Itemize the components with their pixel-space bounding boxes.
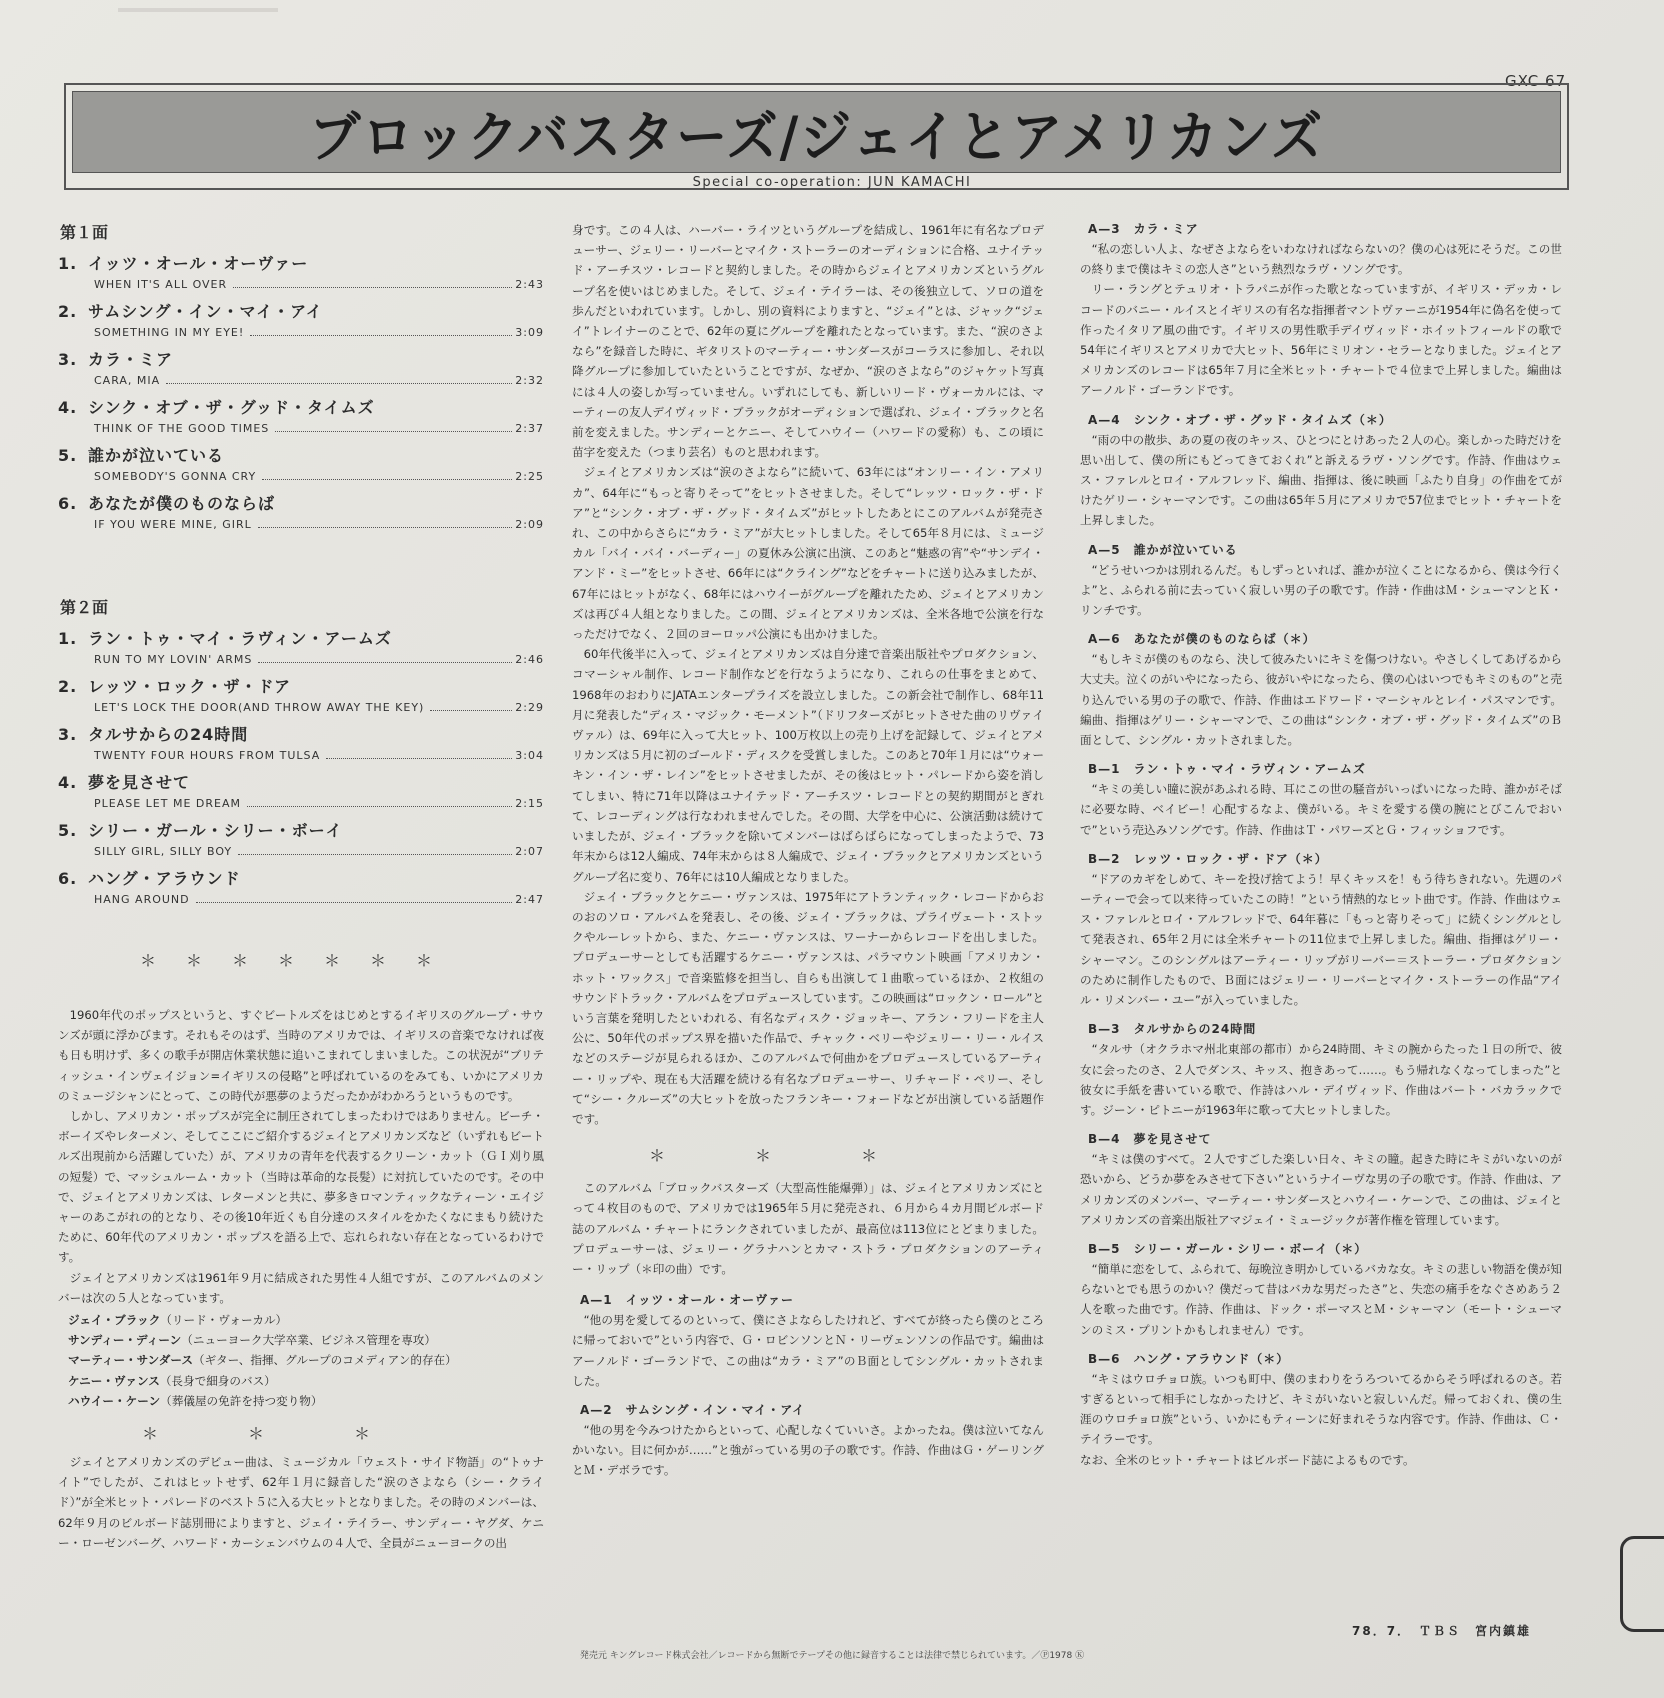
track-note-text: “簡単に恋をして、ふられて、毎晩泣き明かしているバカな女。キミの悲しい物語を僕が知らないとでも思うのかい？僕だって昔はバカな男だったさ”と、失恋の痛手をなぐさめあう２人を歌った曲です。作詩、作曲は、ドック・ポーマスとＭ・シャーマン（モート・シューマンのミス・プリントかもしれません）です。 [1080, 1261, 1562, 1337]
track-note-text: “他の男を愛してるのといって、僕にさよならしたけれど、すべてが終ったら僕のところに帰っておいで”という内容で、Ｇ・ロビンソンとＮ・リーヴェンソンの作品です。編曲はアーノルド・ゴーランドで、この曲は“カラ・ミア”のＢ面としてシングル・カットされました。 [572, 1313, 1044, 1388]
track-item [58, 722, 544, 762]
track-item [58, 347, 544, 387]
body-paragraph: ジェイとアメリカンズのデビュー曲は、ミュージカル「ウェスト・サイド物語」の“トゥナイト”でしたが、これはヒットせず、62年１月に録音した“涙のさよなら（シー・クライド）”が全米ヒット・パレードのベスト５に入る大ヒットとなりました。その時のメンバーは、62年９月のビルボード誌別冊によりますと、ジェイ・テイラー、サンディー・ヤグダ、ケニー・ローゼンバーグ、ハワード・カーシェンバウムの４人で、全員がニューヨークの出 [58, 1455, 544, 1550]
member-name: ハウイー・ケーン [68, 1393, 161, 1408]
member-role: （ギター、指揮、グループのコメディアン的存在） [192, 1353, 457, 1368]
track-note-text: リー・ラングとテュリオ・トラパニが作った歌となっていますが、イギリス・デッカ・レコードのバニー・ルイスとイギリスの有名な指揮者マントヴァーニが1954年に偽名を使って作ったイタリア風の曲です。イギリスの男性歌手デイヴィッド・ホイットフィールドの歌で54年にイギリスとアメリカで大ヒット、56年にミリオン・セラーとなりました。ジェイとアメリカンズのレコードは65年７月に全米ヒット・チャートで４位まで上昇しました。編曲はアーノルド・ゴーランドです。 [1080, 282, 1562, 398]
track-title-en: SOMEBODY'S GONNA CRY [94, 470, 257, 483]
track-item [58, 299, 544, 339]
track-time: 2:09 [515, 518, 544, 531]
body-paragraph: ジェイとアメリカンズは“涙のさよなら”に続いて、63年には“オンリー・イン・アメリカ”、64年に“もっと寄りそって”をヒットさせました。そして“レッツ・ロック・ザ・ドア”と“シンク・オブ・ザ・グッド・タイムズ”がヒットしたあとにこのアルバムが発売され、この中からさらに“カラ・ミア”が大ヒットしました。そして65年８月には、ミュージカル「バイ・バイ・バーディー」の夏休み公演に出演、このあと“魅惑の宵”や“サンデイ・アンド・ミー”をヒットさせ、66年には“クライング”などをチャートに送り込みましたが、67年にはヒットがなく、68年にはハウイーがグループを離れたため、ジェイとアメリカンズは再び４人組となりました。この間、ジェイとアメリカンズは、全米各地で公演を行なっただけでなく、２回のヨーロッパ公演にも出かけました。 [572, 465, 1044, 642]
member-role: （葬儀屋の免許を持つ変り物） [160, 1393, 323, 1408]
track-note-text: “タルサ（オクラホマ州北東部の都市）から24時間、キミの腕からたった１日の所で、彼女に会ったのさ、２人でダンス、キッス、抱きあって……。もう帰れなくなってしまった”と彼女に手紙を書いている歌で、作詩はハル・デイヴィッド、作曲はバート・バカラックです。ジーン・ピトニーが1963年に歌って大ヒットしました。 [1080, 1042, 1562, 1117]
track-title-en: HANG AROUND [94, 893, 190, 906]
body-paragraph: このアルバム「ブロックバスターズ（大型高性能爆弾）」は、ジェイとアメリカンズにとって４枚目のもので、アメリカでは1965年５月に発売され、６月から４カ月間ビルボード誌のアルバム・チャートにランクされていましたが、最高位は113位にとどまりました。プロデューサーは、ジェリー・グラナハンとカマ・ストラ・プロダクションのアーティー・リップ（＊印の曲）です。 [572, 1181, 1044, 1276]
side1-tracklist [58, 251, 544, 531]
track-note-heading: B—5 シリー・ガール・シリー・ボーイ（＊） [1088, 1241, 1368, 1256]
track-note-heading: B—4 夢を見させて [1088, 1132, 1212, 1147]
track-number: 1. [58, 254, 78, 273]
leader-dots [258, 527, 513, 528]
member-item [58, 1350, 544, 1370]
track-number: 5. [58, 446, 78, 465]
track-time: 2:32 [515, 374, 544, 387]
track-title-ja: サムシング・イン・マイ・アイ [88, 302, 323, 321]
side2-heading: 第２面 [60, 598, 109, 617]
track-note-heading: B—2 レッツ・ロック・ザ・ドア（＊） [1088, 851, 1328, 866]
track-note-heading: A—2 サムシング・イン・マイ・アイ [580, 1402, 806, 1417]
album-title: ブロックバスターズ/ジェイとアメリカンズ [309, 104, 1324, 169]
member-name: サンディー・ディーン [68, 1333, 182, 1348]
track-item [58, 491, 544, 531]
track-note-heading: A—5 誰かが泣いている [1088, 542, 1238, 557]
body-paragraph: 1960年代のポップスというと、すぐビートルズをはじめとするイギリスのグループ・サウンズが頭に浮かびます。それもそのはず、当時のアメリカでは、イギリスの音楽でなければ夜も日も明けず、多くの歌手が開店休業状態に追いこまれてしまいました。この状況が“ブリティッシュ・インヴェイジョン=イギリスの侵略”と呼ばれているのをみても、いかにアメリカのミュージシャンにとって、この時代が悪夢のようだったかがわかろうというものです。 [58, 1008, 544, 1103]
body-paragraph: 60年代後半に入って、ジェイとアメリカンズは自分達で音楽出版社やプロダクション、コマーシャル制作、レコード制作などを行なうようになり、これらの仕事をまとめて、1968年のおわりにJATAエンタープライズを設立しました。この新会社で制作し、68年11月に発表した“ディス・マジック・モーメント”（ドリフターズがヒットさせた曲のリヴァイヴァル）は、69年に入って大ヒット、100万枚以上の売り上げを記録して、ジェイとアメリカンズは５月に初のゴールド・ディスクを受賞しました。このあと70年１月には“ウォーキン・イン・ザ・レイン”をヒットさせましたが、その後はヒット・パレードから姿を消してしまい、特に71年以降はユナイテッド・アーチスツ・レコードとの契約期間がとぎれて、レコーディングは行なわれませんでした。その間、大学を中心に、公演活動は続けていましたが、ジェイ・ブラックを除いてメンバーはばらばらになってしまったようで、73年末からは12人編成、74年末からは８人編成で、ジェイ・ブラックとアメリカンズというグループ名に変り、76年には10人編成となりました。 [572, 647, 1044, 884]
track-title-ja: ラン・トゥ・マイ・ラヴィン・アームズ [88, 629, 392, 648]
track-number: 5. [58, 821, 78, 840]
track-title-ja: シリー・ガール・シリー・ボーイ [88, 821, 343, 840]
member-name: ジェイ・ブラック [68, 1313, 161, 1328]
body-paragraph: ジェイとアメリカンズは1961年９月に結成された男性４人組ですが、このアルバムのメンバーは次の５人となっています。 [58, 1270, 544, 1305]
leader-dots [326, 758, 512, 759]
track-title-ja: イッツ・オール・オーヴァー [88, 254, 309, 273]
title-banner [72, 91, 1561, 173]
section-divider-stars: ＊＊＊＊＊＊＊ [139, 951, 462, 970]
side2-tracklist [58, 626, 544, 906]
track-note-text: なお、全米のヒット・チャートはビルボード誌によるものです。 [1080, 1452, 1415, 1467]
track-note-text: “キミの美しい瞳に涙があふれる時、耳にこの世の騒音がいっぱいになった時、誰かがそばに必要な時、ベイビー！心配するなよ、僕がいる。キミを愛する僕の腕にとびこんでおいで”という売込みソングです。作詩、作曲はＴ・パワーズとＧ・フィッショフです。 [1080, 782, 1562, 837]
body-paragraph: 身です。この４人は、ハーバー・ライツというグループを結成し、1961年に有名なプロデューサー、ジェリー・リーバーとマイク・ストーラーのオーディションに合格、ユナイテッド・アーチスツ・レコードと契約しました。その時からジェイとアメリカンズというグループ名を使いはじめました。そして、ジェイ・テイラーは、その後独立して、ソロの道を歩んだといわれています。しかし、別の資料によりますと、“ジェイ”とは、ジャック“ジェイ”トレイナーのことで、62年の夏にグループを離れたとなっています。また、“涙のさよなら”を録音した時に、ギタリストのマーティー・サンダースがコーラスに参加し、それ以降グループに参加していたということですが、なぜか、“涙のさよなら”のジャケット写真には４人の姿しか写っていません。いずれにしても、新しいリード・ヴォーカルには、マーティーの友人デイヴィッド・ブラックがオーディションで選ばれ、ジェイ・ブラックと名前を変えました。サンディーとケニー、そしてハウイー（ハワードの愛称）も、この頃に苗字を変えた（つまり芸名）ものと思われます。 [572, 223, 1044, 460]
track-title-en: CARA, MIA [94, 374, 161, 387]
leader-dots [196, 902, 513, 903]
track-time: 3:04 [515, 749, 544, 762]
track-item [58, 674, 544, 714]
member-item [58, 1391, 544, 1411]
track-time: 3:09 [515, 326, 544, 339]
track-time: 2:25 [515, 470, 544, 483]
body-paragraph: ジェイ・ブラックとケニー・ヴァンスは、1975年にアトランティック・レコードからおのおのソロ・アルバムを発表し、その後、ジェイ・ブラックは、プライヴェート・ストックやルーレットから、また、ケニー・ヴァンスは、ワーナーからレコードを出しました。プロデューサーとしても活躍するケニー・ヴァンスは、パラマウント映画「アメリカン・ホット・ワックス」で音楽監修を担当し、自らも出演して１曲歌っているほか、２枚組のサウンドトラック・アルバムをプロデュースしています。この映画は“ロックン・ロール”という言葉を発明したといわれる、有名なディスク・ジョッキー、アラン・フリードを主人公に、50年代のポップス界を描いた作品で、チャック・ベリーやジェリー・リー・ルイスなどのステージが見られるほか、このアルバムで何曲かをプロデュースしているアーティー・リップや、現在も大活躍を続ける有名なプロデューサー、リチャード・ペリー、そして“シー・クルーズ”の大ヒットを放ったフランキー・フォードなどが出演している話題作です。 [572, 889, 1044, 1126]
track-note-text: “キミは僕のすべて。２人ですごした楽しい日々、キミの瞳。起きた時にキミがいないのが恐いから、どうか夢をみさせて下さい”というナイーヴな男の子の歌です。作詩、作曲は、アメリカンズのメンバー、マーティー・サンダースとハウイー・ケーンで、この曲は、ジェイとアメリカンズの音楽出版社アマジェイ・ミュージックが著作権を管理しています。 [1080, 1152, 1562, 1227]
track-time: 2:15 [515, 797, 544, 810]
track-note-heading: A—3 カラ・ミア [1088, 222, 1199, 236]
track-note-text: “雨の中の散歩、あの夏の夜のキッス、ひとつにとけあった２人の心。楽しかった時だけを思い出して、僕の所にもどってきておくれ”と訴えるラヴ・ソングです。作詩、作曲はウェス・ファレルとロイ・アルフレッド、編曲、指揮は、後に映画「ふたり自身」の作曲をてがけたゲリー・シャーマンです。この曲は65年５月にアメリカで57位までヒット・チャートを上昇しました。 [1080, 432, 1562, 528]
track-item [58, 395, 544, 435]
track-number: 2. [58, 677, 78, 696]
leader-dots [258, 662, 512, 663]
track-note-heading: A—6 あなたが僕のものならば（＊） [1088, 632, 1316, 647]
track-title-en: THINK OF THE GOOD TIMES [94, 422, 270, 435]
track-title-ja: タルサからの24時間 [88, 725, 249, 744]
top-edge-mark [118, 8, 278, 26]
member-role: （ニューヨーク大学卒業、ビジネス管理を専攻） [181, 1333, 436, 1348]
track-number: 3. [58, 350, 78, 369]
side1-heading: 第１面 [60, 223, 109, 242]
track-title-ja: カラ・ミア [88, 350, 174, 369]
leader-dots [247, 806, 512, 807]
member-name: ケニー・ヴァンス [68, 1373, 160, 1388]
member-role: （リード・ヴォーカル） [160, 1313, 288, 1328]
cooperation-credit: Special co-operation: JUN KAMACHI [692, 175, 972, 190]
track-number: 6. [58, 494, 78, 513]
leader-dots [275, 431, 512, 432]
track-title-ja: 夢を見させて [88, 773, 191, 792]
track-title-ja: シンク・オブ・ザ・グッド・タイムズ [88, 398, 375, 417]
track-number: 4. [58, 773, 78, 792]
member-item [58, 1371, 544, 1391]
leader-dots [166, 383, 512, 384]
track-number: 1. [58, 629, 78, 648]
member-list [58, 1310, 544, 1411]
track-number: 4. [58, 398, 78, 417]
track-item [58, 626, 544, 666]
track-item [58, 866, 544, 906]
track-title-en: IF YOU WERE MINE, GIRL [94, 518, 252, 531]
track-time: 2:47 [515, 893, 544, 906]
track-item [58, 818, 544, 858]
track-title-ja: あなたが僕のものならば [88, 494, 276, 513]
leader-dots [262, 479, 512, 480]
catalog-number: GXC 67 [1505, 72, 1567, 90]
track-number: 3. [58, 725, 78, 744]
track-title-en: WHEN IT'S ALL OVER [94, 278, 228, 291]
member-role: （長身で細身のバス） [159, 1373, 276, 1388]
track-note-text: “私の恋しい人よ、なぜさよならをいわなければならないの？僕の心は死にそうだ。この世の終りまで僕はキミの恋人さ”という熱烈なラヴ・ソングです。 [1080, 242, 1562, 277]
track-time: 2:37 [515, 422, 544, 435]
track-note-heading: A—1 イッツ・オール・オーヴァー [580, 1293, 795, 1308]
left-column [58, 220, 544, 1553]
track-note-heading: B—3 タルサからの24時間 [1088, 1022, 1257, 1037]
track-number: 6. [58, 869, 78, 888]
member-item [58, 1330, 544, 1350]
track-number: 2. [58, 302, 78, 321]
track-time: 2:43 [515, 278, 544, 291]
track-note-text: “どうせいつかは別れるんだ。もしずっといれば、誰かが泣くことになるから、僕は今行くよ”と、ふられる前に去っていく寂しい男の子の歌です。作詩・作曲はＭ・シューマンとＫ・リンチです。 [1080, 562, 1562, 618]
middle-column [572, 220, 1044, 1481]
track-title-en: SOMETHING IN MY EYE! [94, 326, 245, 339]
leader-dots [250, 335, 512, 336]
track-note-text: “他の男を今みつけたからといって、心配しなくていいさ。よかったね。僕は泣いてなんかいない。目に何かが……”と強がっている男の子の歌です。作詩、作曲はＧ・ゲーリングとＭ・デボラです。 [572, 1422, 1044, 1478]
track-note-heading: B—6 ハング・アラウンド（＊） [1088, 1351, 1290, 1366]
track-item [58, 443, 544, 483]
track-title-en: SILLY GIRL, SILLY BOY [94, 845, 233, 858]
track-note-text: “キミはウロチョロ族。いつも町中、僕のまわりをうろついてるからそう呼ばれるのさ。若すぎるといって相手にしなかったけど、キミがいないと寂しいんだ。帰っておくれ、僕の生涯のウロチョロ族”という、いかにもティーンに好まれそうな内容です。作詩、作曲は、Ｃ・テイラーです。 [1080, 1371, 1562, 1447]
section-divider-stars: ＊＊＊ [141, 1424, 460, 1444]
member-name: マーティー・サンダース [68, 1353, 193, 1368]
track-title-ja: レッツ・ロック・ザ・ドア [88, 677, 292, 696]
leader-dots [238, 854, 512, 855]
leader-dots [233, 287, 512, 288]
track-time: 2:29 [515, 701, 544, 714]
track-time: 2:46 [515, 653, 544, 666]
track-title-ja: 誰かが泣いている [88, 446, 225, 465]
section-divider-stars: ＊＊＊ [648, 1146, 967, 1166]
leader-dots [430, 710, 512, 711]
track-title-en: LET'S LOCK THE DOOR(AND THROW AWAY THE KEY) [94, 701, 425, 714]
track-item [58, 251, 544, 291]
track-time: 2:07 [515, 845, 544, 858]
edge-bracket-mark [1620, 1536, 1664, 1632]
track-title-en: RUN TO MY LOVIN' ARMS [94, 653, 253, 666]
track-note-text: “ドアのカギをしめて、キーを投げ捨てよう！早くキッスを！もう待ちきれない。先週のパーティーで会って以来待っていたこの時！”という情熱的なヒット曲です。作詩、作曲はウェス・ファレルとロイ・アルフレッドで、64年暮に「もっと寄りそって」に続くシングルとして発表され、65年２月には全米チャートの11位まで上昇しました。編曲、指揮はゲリー・シャーマン。このシングルはアーティー・リップがリーバー＝ストーラー・プロダクションのために制作したもので、Ｂ面にはジェリー・リーバーとマイク・ストーラーの作品“アイル・リメンバー・ユー”が入っていました。 [1080, 871, 1562, 1008]
body-paragraph: しかし、アメリカン・ポップスが完全に制圧されてしまったわけではありません。ビーチ・ボーイズやレターメン、そしてここにご紹介するジェイとアメリカンズなど（いずれもビートルズ出現前から活躍していた）が、アメリカの青年を代表するクリーン・カット（ＧＩ刈り風の短髪）で、マッシュルーム・カット（当時は革命的な長髪）に対抗していたのです。その中で、ジェイとアメリカンズは、レターメンと共に、夢多きロマンティックなティーン・エイジャーのあこがれの的となり、その後10年近くも自分達のスタイルをかたくなにまもり続けたために、60年代のアメリカン・ポップスを語る上で、忘れられない存在となっているわけです。 [58, 1109, 544, 1265]
track-note-text: “もしキミが僕のものなら、決して彼みたいにキミを傷つけない。やさしくしてあげるから大丈夫。泣くのがいやになったら、彼がいやになったら、僕の心はいつでもキミのもの”と売り込んでいる男の子の歌で、作詩、作曲はエドワード・マーシャルとレイ・パスマンです。編曲、指揮はゲリー・シャーマンで、この曲は“シンク・オブ・ザ・グッド・タイムズ”のＢ面として、シングル・カットされました。 [1080, 652, 1562, 748]
track-item [58, 770, 544, 810]
member-item [58, 1310, 544, 1330]
track-title-ja: ハング・アラウンド [88, 869, 241, 888]
writer-credit: 78．7． ＴＢＳ 宮内鎮雄 [1352, 1624, 1532, 1638]
track-note-heading: B—1 ラン・トゥ・マイ・ラヴィン・アームズ [1088, 762, 1366, 777]
track-title-en: PLEASE LET ME DREAM [94, 797, 241, 810]
copyright-footer: 発売元 キングレコード株式会社／レコードから無断でテープその他に録音することは法律で禁じられています。／Ⓟ1978 Ⓚ [579, 1651, 1085, 1661]
track-note-heading: A—4 シンク・オブ・ザ・グッド・タイムズ（＊） [1088, 412, 1392, 427]
right-column [1080, 220, 1562, 1470]
track-title-en: TWENTY FOUR HOURS FROM TULSA [94, 749, 321, 762]
